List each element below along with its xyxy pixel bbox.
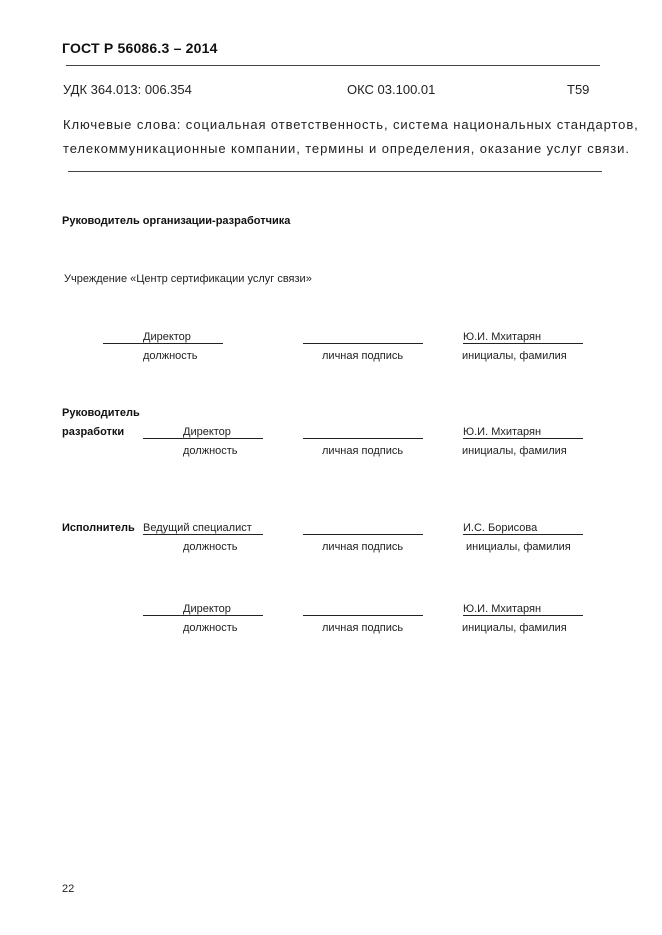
keywords-line-1: Ключевые слова: социальная ответственность, система национальных стандартов, [63, 117, 639, 132]
signatory-name: Ю.И. Мхитарян [463, 426, 542, 438]
position-underline [143, 534, 263, 535]
keywords-line-2: телекоммуникационные компании, термины и определения, оказание услуг связи. [63, 141, 630, 156]
organization-name: Учреждение «Центр сертификации услуг связи» [64, 273, 312, 285]
signatory-position: Директор [183, 603, 231, 615]
signatory-position: Директор [143, 331, 191, 343]
oks-code: ОКС 03.100.01 [347, 82, 436, 97]
page-number: 22 [62, 883, 75, 895]
signatory-name: Ю.И. Мхитарян [463, 331, 542, 343]
signatory-role-label: Руководитель [62, 407, 140, 419]
name-caption: инициалы, фамилия [466, 541, 571, 553]
position-caption: должность [183, 622, 238, 634]
signature-caption: личная подпись [322, 445, 404, 457]
classification-code: Т59 [567, 82, 590, 97]
signatory-role-label: Исполнитель [62, 522, 135, 534]
position-underline [103, 343, 223, 344]
name-underline [463, 615, 583, 616]
signatory-name: Ю.И. Мхитарян [463, 603, 542, 615]
org-head-heading: Руководитель организации-разработчика [62, 215, 291, 227]
signature-caption: личная подпись [322, 350, 404, 362]
signature-underline [303, 534, 423, 535]
position-caption: должность [143, 350, 198, 362]
position-underline [143, 438, 263, 439]
position-caption: должность [183, 541, 238, 553]
name-caption: инициалы, фамилия [462, 350, 567, 362]
signature-underline [303, 343, 423, 344]
signatory-role-label: разработки [62, 426, 125, 438]
name-underline [463, 534, 583, 535]
signature-underline [303, 438, 423, 439]
signatory-position: Ведущий специалист [143, 522, 252, 534]
name-underline [463, 343, 583, 344]
position-caption: должность [183, 445, 238, 457]
name-caption: инициалы, фамилия [462, 622, 567, 634]
name-caption: инициалы, фамилия [462, 445, 567, 457]
name-underline [463, 438, 583, 439]
keywords-divider [68, 171, 602, 172]
signature-caption: личная подпись [322, 541, 404, 553]
signatory-position: Директор [183, 426, 231, 438]
signature-caption: личная подпись [322, 622, 404, 634]
signature-underline [303, 615, 423, 616]
signatory-name: И.С. Борисова [463, 522, 538, 534]
position-underline [143, 615, 263, 616]
standard-number: ГОСТ Р 56086.3 – 2014 [62, 40, 218, 56]
udk-code: УДК 364.013: 006.354 [63, 82, 192, 97]
header-divider [66, 65, 600, 66]
